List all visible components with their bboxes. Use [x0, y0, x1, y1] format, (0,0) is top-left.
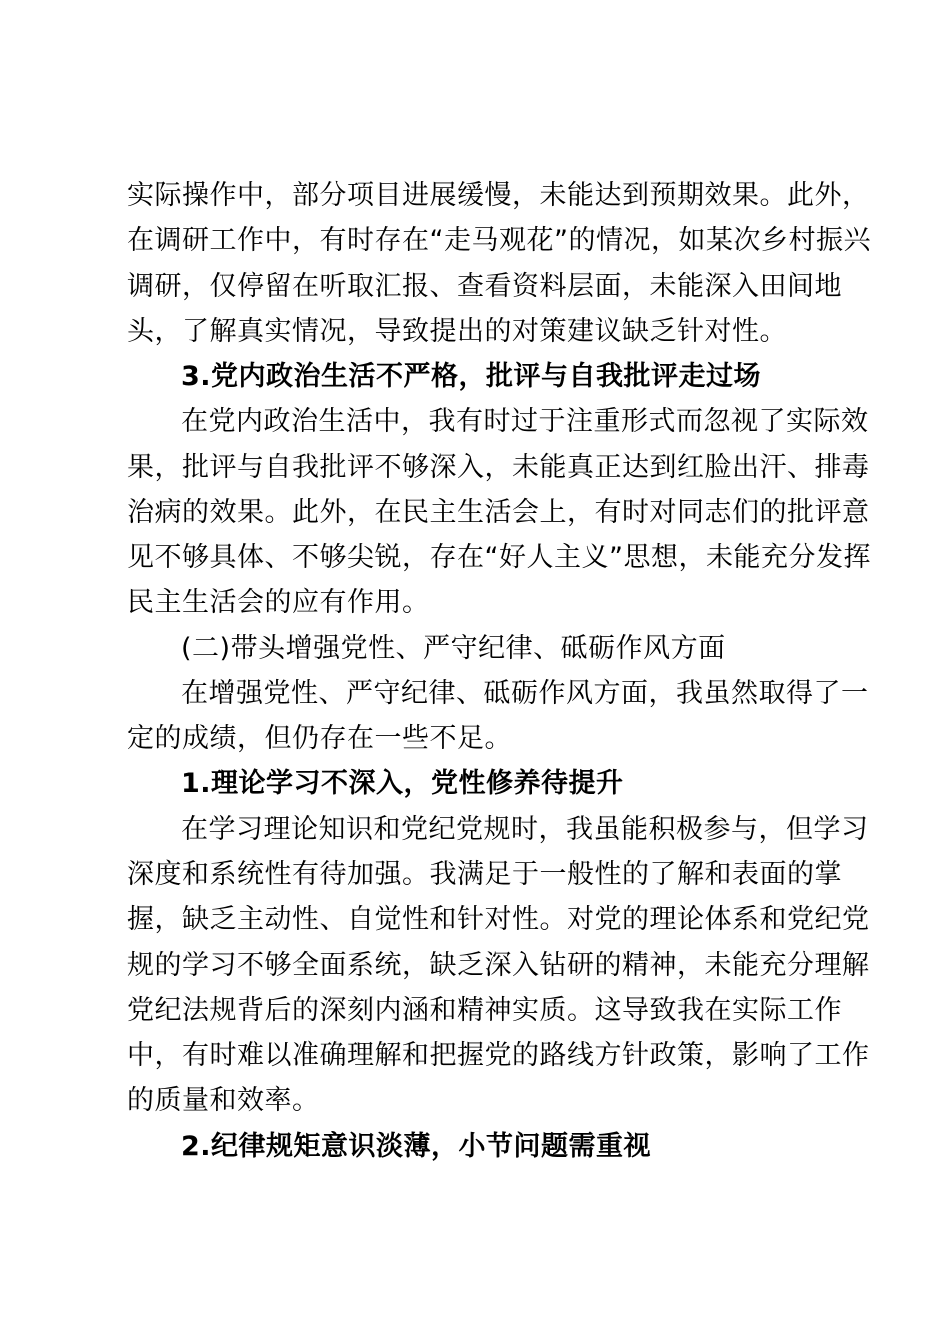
body-text-line: 规的学习不够全面系统，缺乏深入钻研的精神，未能充分理解	[127, 950, 870, 981]
section-heading-3: 3.党内政治生活不严格，批评与自我批评走过场	[181, 361, 762, 392]
body-text-line: 见不够具体、不够尖锐，存在“好人主义”思想，未能充分发挥	[127, 542, 871, 573]
body-text-line: 实际操作中，部分项目进展缓慢，未能达到预期效果。此外，	[127, 180, 870, 211]
body-text-line: 深度和系统性有待加强。我满足于一般性的了解和表面的掌	[127, 859, 842, 890]
body-text-line: 头，了解真实情况，导致提出的对策建议缺乏针对性。	[127, 316, 787, 347]
section-heading-2: 2.纪律规矩意识淡薄，小节问题需重视	[181, 1131, 652, 1162]
body-text-line: 在学习理论知识和党纪党规时，我虽能积极参与，但学习	[181, 814, 869, 845]
body-text-line: 调研，仅停留在听取汇报、查看资料层面，未能深入田间地	[127, 271, 842, 302]
body-text-line: 在增强党性、严守纪律、砥砺作风方面，我虽然取得了一	[181, 678, 869, 709]
body-text-line: 的质量和效率。	[127, 1085, 320, 1116]
body-text-line: 果，批评与自我批评不够深入，未能真正达到红脸出汗、排毒	[127, 452, 870, 483]
body-text-line: 党纪法规背后的深刻内涵和精神实质。这导致我在实际工作	[127, 995, 842, 1026]
section-heading-1: 1.理论学习不深入，党性修养待提升	[181, 768, 624, 799]
body-text-line: 定的成绩，但仍存在一些不足。	[127, 723, 512, 754]
subsection-heading-2: (二)带头增强党性、严守纪律、砥砺作风方面	[181, 633, 726, 664]
body-text-line: 治病的效果。此外，在民主生活会上，有时对同志们的批评意	[127, 497, 870, 528]
body-text-line: 中，有时难以准确理解和把握党的路线方针政策，影响了工作	[127, 1040, 870, 1071]
body-text-line: 在党内政治生活中，我有时过于注重形式而忽视了实际效	[181, 406, 869, 437]
body-text-line: 握，缺乏主动性、自觉性和针对性。对党的理论体系和党纪党	[127, 904, 870, 935]
body-text-line: 在调研工作中，有时存在“走马观花”的情况，如某次乡村振兴	[127, 225, 871, 256]
body-text-line: 民主生活会的应有作用。	[127, 587, 430, 618]
